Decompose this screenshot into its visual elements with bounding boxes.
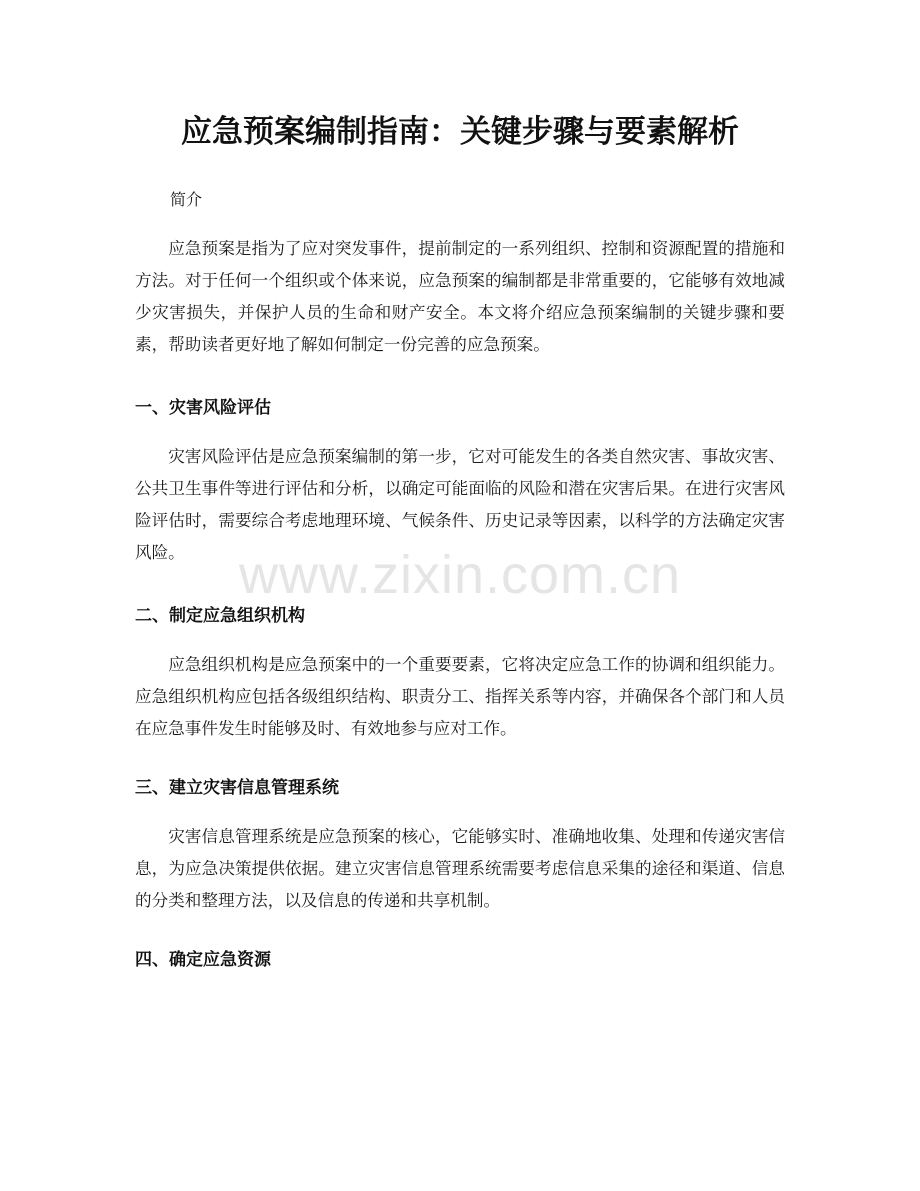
- section-heading-3: 三、建立灾害信息管理系统: [135, 778, 339, 798]
- section-paragraph-3: 灾害信息管理系统是应急预案的核心，它能够实时、准确地收集、处理和传递灾害信息，为应急决策提供依据。建立灾害信息管理系统需要考虑信息采集的途径和渠道、信息的分类和整理方法，以及信息的传递和共享机制。: [135, 827, 785, 910]
- section-paragraph-2: 应急组织机构是应急预案中的一个重要要素，它将决定应急工作的协调和组织能力。应急组织机构应包括各级组织结构、职责分工、指挥关系等内容，并确保各个部门和人员在应急事件发生时能够及时、有效地参与应对工作。: [135, 655, 785, 738]
- section-paragraph-1: 灾害风险评估是应急预案编制的第一步，它对可能发生的各类自然灾害、事故灾害、公共卫生事件等进行评估和分析，以确定可能面临的风险和潜在灾害后果。在进行灾害风险评估时，需要综合考虑地理环境、气候条件、历史记录等因素，以科学的方法确定灾害风险。: [135, 447, 785, 562]
- document-title: 应急预案编制指南：关键步骤与要素解析: [181, 114, 739, 150]
- watermark: www.zixin.com.cn: [238, 545, 682, 605]
- intro-paragraph: 应急预案是指为了应对突发事件，提前制定的一系列组织、控制和资源配置的措施和方法。对于任何一个组织或个体来说，应急预案的编制都是非常重要的，它能够有效地减少灾害损失，并保护人员的生命和财产安全。本文将介绍应急预案编制的关键步骤和要素，帮助读者更好地了解如何制定一份完善的应急预案。: [135, 239, 785, 354]
- section-heading-1: 一、灾害风险评估: [135, 398, 271, 418]
- section-heading-4: 四、确定应急资源: [135, 950, 271, 970]
- intro-label: 简介: [170, 190, 203, 209]
- section-heading-2: 二、制定应急组织机构: [135, 606, 305, 626]
